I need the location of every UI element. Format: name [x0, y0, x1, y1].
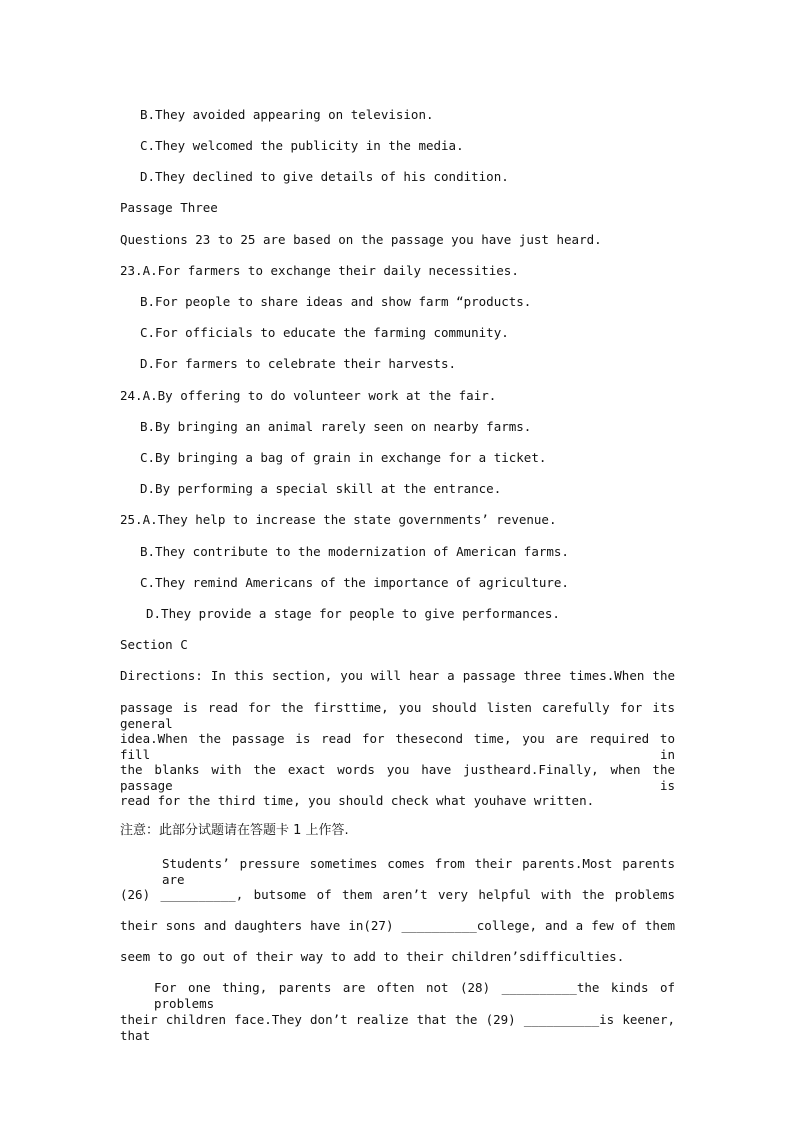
q23-option-c: C.For officials to educate the farming community.: [140, 325, 509, 340]
paragraph-line: For one thing, parents are often not (28) __________the kinds of problems: [154, 980, 675, 1011]
q25-option-d: D.They provide a stage for people to give performances.: [146, 606, 560, 621]
q24-option-a: 24.A.By offering to do volunteer work at the fair.: [120, 388, 497, 403]
directions-line: idea.When the passage is read for thesecond time, you are required to fill in: [120, 731, 675, 762]
passage-three-intro: Questions 23 to 25 are based on the passage you have just heard.: [120, 232, 602, 247]
q25-option-c: C.They remind Americans of the importance of agriculture.: [140, 575, 569, 590]
section-c-heading: Section C: [120, 637, 188, 652]
paragraph-line: Students’ pressure sometimes comes from their parents.Most parents are: [162, 856, 675, 887]
directions-line: passage is read for the firsttime, you should listen carefully for its general: [120, 700, 675, 731]
option-d: D.They declined to give details of his condition.: [140, 169, 509, 184]
q24-option-c: C.By bringing a bag of grain in exchange for a ticket.: [140, 450, 547, 465]
paragraph-line: their sons and daughters have in(27) __________college, and a few of them: [120, 918, 675, 933]
paragraph-line: seem to go out of their way to add to their children’sdifficulties.: [120, 949, 625, 964]
option-b: B.They avoided appearing on television.: [140, 107, 434, 122]
passage-three-heading: Passage Three: [120, 200, 218, 215]
q24-option-b: B.By bringing an animal rarely seen on nearby farms.: [140, 419, 532, 434]
q23-option-b: B.For people to share ideas and show farm “products.: [140, 294, 532, 309]
q24-option-d: D.By performing a special skill at the entrance.: [140, 481, 502, 496]
directions-line: read for the third time, you should check what youhave written.: [120, 793, 595, 808]
paragraph-line: (26) __________, butsome of them aren’t very helpful with the problems: [120, 887, 675, 902]
directions-line: the blanks with the exact words you have justheard.Finally, when the passage is: [120, 762, 675, 793]
answer-sheet-note: 注意：此部分试题请在答题卡 1 上作答.: [120, 823, 349, 838]
directions-line: Directions: In this section, you will hear a passage three times.When the: [120, 668, 675, 683]
q23-option-d: D.For farmers to celebrate their harvests.: [140, 356, 457, 371]
paragraph-line: their children face.They don’t realize that the (29) __________is keener, that: [120, 1012, 675, 1043]
option-c: C.They welcomed the publicity in the media.: [140, 138, 464, 153]
q25-option-a: 25.A.They help to increase the state governments’ revenue.: [120, 512, 557, 527]
q23-option-a: 23.A.For farmers to exchange their daily necessities.: [120, 263, 519, 278]
q25-option-b: B.They contribute to the modernization of American farms.: [140, 544, 569, 559]
